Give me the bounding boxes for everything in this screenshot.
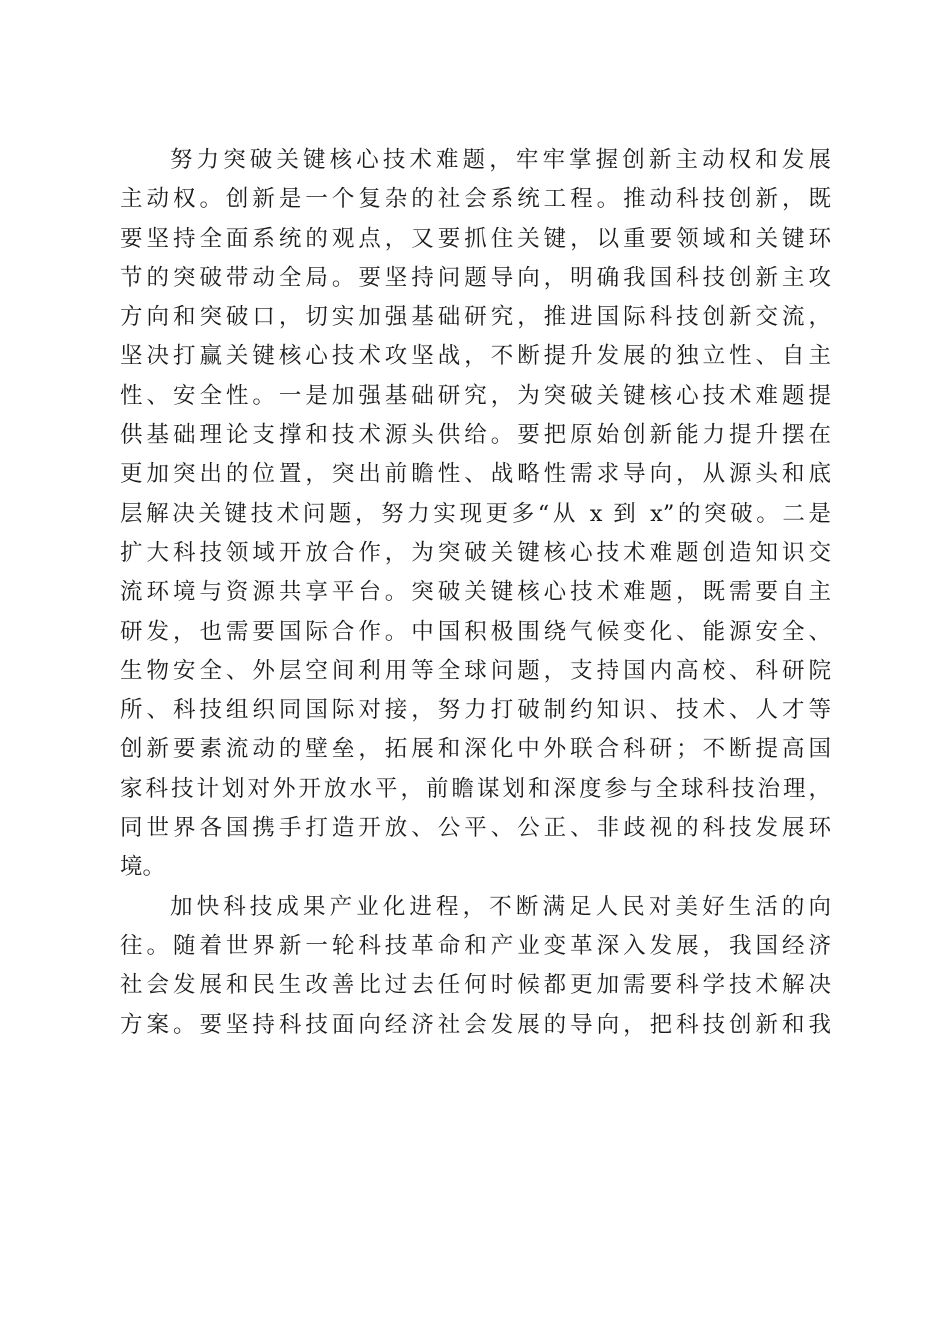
paragraph-1-line: 同世界各国携手打造开放、公平、公正、非歧视的科技发展环 xyxy=(120,815,831,842)
paragraph-1-line: 更加突出的位置，突出前瞻性、战略性需求导向，从源头和底 xyxy=(120,461,831,488)
paragraph-1-line: 努力突破关键核心技术难题，牢牢掌握创新主动权和发展 xyxy=(170,147,831,173)
paragraph-1-line: 生物安全、外层空间利用等全球问题，支持国内高校、科研院 xyxy=(120,657,831,684)
paragraph-1-line: 要坚持全面系统的观点，又要抓住关键，以重要领域和关键环 xyxy=(120,225,831,252)
paragraph-1-line: 层解决关键技术问题，努力实现更多“从 x 到 x”的突破。二是 xyxy=(120,500,831,527)
paragraph-1-line: 所、科技组织同国际对接，努力打破制约知识、技术、人才等 xyxy=(120,697,831,724)
paragraph-1-line: 方向和突破口，切实加强基础研究，推进国际科技创新交流， xyxy=(120,304,831,331)
paragraph-1-line: 供基础理论支撑和技术源头供给。要把原始创新能力提升摆在 xyxy=(120,422,831,449)
paragraph-1-line: 节的突破带动全局。要坚持问题导向，明确我国科技创新主攻 xyxy=(120,264,831,291)
paragraph-1-line: 坚决打赢关键核心技术攻坚战，不断提升发展的独立性、自主 xyxy=(120,343,831,370)
paragraph-1-line: 创新要素流动的壁垒，拓展和深化中外联合科研；不断提高国 xyxy=(120,736,831,763)
paragraph-2-line: 社会发展和民生改善比过去任何时候都更加需要科学技术解决 xyxy=(120,972,831,999)
paragraph-2-line: 加快科技成果产业化进程，不断满足人民对美好生活的向 xyxy=(170,893,831,920)
paragraph-1-line: 境。 xyxy=(120,854,166,881)
paragraph-1-line: 主动权。创新是一个复杂的社会系统工程。推动科技创新，既 xyxy=(120,186,831,213)
document-body xyxy=(120,141,831,1045)
paragraph-2-line: 方案。要坚持科技面向经济社会发展的导向，把科技创新和我 xyxy=(120,1011,831,1038)
paragraph-1-line: 扩大科技领域开放合作，为突破关键核心技术难题创造知识交 xyxy=(120,539,831,566)
paragraph-1-line: 流环境与资源共享平台。突破关键核心技术难题，既需要自主 xyxy=(120,579,831,606)
paragraph-1-line: 性、安全性。一是加强基础研究，为突破关键核心技术难题提 xyxy=(120,382,831,409)
paragraph-1-line: 家科技计划对外开放水平，前瞻谋划和深度参与全球科技治理， xyxy=(120,775,831,802)
paragraph-2-line: 往。随着世界新一轮科技革命和产业变革深入发展，我国经济 xyxy=(120,932,831,959)
paragraph-1-line: 研发，也需要国际合作。中国积极围绕气候变化、能源安全、 xyxy=(120,618,831,645)
